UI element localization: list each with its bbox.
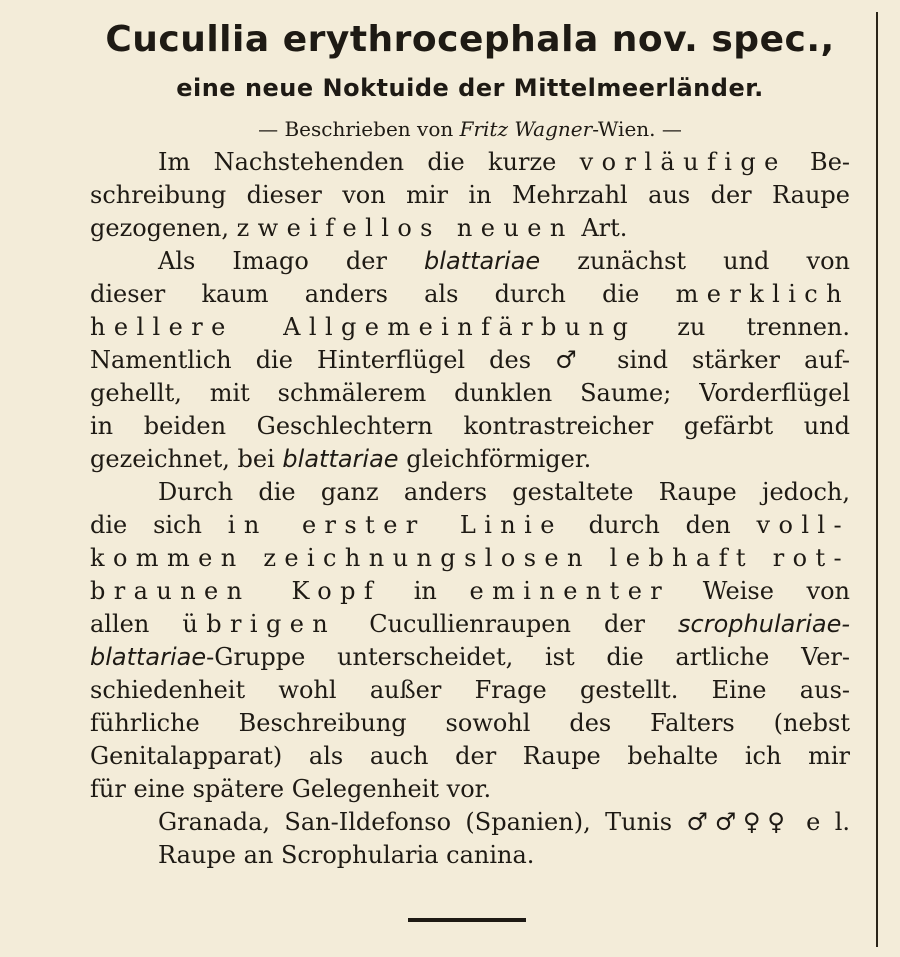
text-line: [90, 245, 850, 278]
text-line: [90, 311, 850, 344]
text-run: Weise von: [670, 577, 850, 605]
spaced-text: eminenter: [469, 577, 671, 605]
text-line: [90, 443, 850, 476]
text-line: [90, 806, 850, 839]
spaced-text: kommen zeichnungslosen lebhaft rot-: [90, 544, 850, 572]
text-run: gezeichnet, bei: [90, 445, 283, 473]
italic-text: blattariae: [90, 643, 207, 671]
text-line: [90, 707, 850, 740]
byline-prefix: — Beschrieben von: [258, 117, 460, 141]
spaced-text: braunen Kopf: [90, 577, 382, 605]
spaced-text: in erster Linie: [227, 511, 563, 539]
spaced-text: zweifellos neuen: [236, 214, 574, 242]
spaced-text: merklich: [675, 280, 850, 308]
text-line: [90, 278, 850, 311]
text-run: die sich: [90, 511, 228, 539]
spaced-text: voll-: [756, 511, 851, 539]
article: [90, 14, 850, 872]
text-run: für eine spätere Gelegenheit vor.: [90, 775, 492, 803]
byline: [90, 114, 850, 144]
text-run: gleichförmiger.: [398, 445, 592, 473]
text-line: [90, 410, 850, 443]
text-run: Cucullienraupen der: [336, 610, 679, 638]
text-line: [90, 509, 850, 542]
text-run: Im Nachstehenden die kurze: [158, 148, 580, 176]
text-line: [90, 674, 850, 707]
article-body: [90, 146, 850, 872]
text-run: dieser kaum anders als durch die: [90, 280, 676, 308]
spaced-text: hellere Allgemeinfärbung: [90, 313, 637, 341]
italic-text: blattariae: [424, 247, 541, 275]
text-run: -Gruppe unterscheidet, ist die artliche Ver-: [206, 643, 850, 671]
author-name: Fritz Wagner: [459, 117, 593, 141]
text-run: schiedenheit wohl außer Frage gestellt. Eine aus-: [90, 676, 850, 704]
text-run: gezogenen,: [90, 214, 237, 242]
text-run: Als Imago der: [158, 247, 425, 275]
text-line: [90, 608, 850, 641]
text-line: [90, 542, 850, 575]
italic-text: blattariae: [282, 445, 399, 473]
text-line: [90, 146, 850, 179]
italic-text: scrophulariae-: [678, 610, 850, 638]
byline-suffix: -Wien. —: [592, 117, 682, 141]
text-line: [90, 641, 850, 674]
text-line: [90, 575, 850, 608]
text-run: Art.: [573, 214, 628, 242]
text-run: Genitalapparat) als auch der Raupe behalte ich mir: [90, 742, 850, 770]
text-line: [90, 212, 850, 245]
text-run: Namentlich die Hinterflügel des ♂ sind stärker auf-: [90, 346, 850, 374]
text-line: [90, 377, 850, 410]
text-run: in: [381, 577, 470, 605]
article-title: Cucullia erythrocephala nov. spec.,: [105, 19, 835, 60]
text-run: allen: [90, 610, 183, 638]
text-run: führliche Beschreibung sowohl des Falters (nebst: [90, 709, 850, 737]
text-line: [90, 839, 850, 872]
text-run: Durch die ganz anders gestaltete Raupe jedoch,: [158, 478, 850, 506]
text-run: gehellt, mit schmälerem dunklen Saume; Vorderflügel: [90, 379, 850, 407]
end-rule: [408, 918, 526, 922]
text-run: Raupe an Scrophularia canina.: [158, 841, 535, 869]
text-run: durch den: [562, 511, 757, 539]
text-run: Be-: [786, 148, 851, 176]
text-run: zu trennen.: [636, 313, 850, 341]
article-subtitle: eine neue Noktuide der Mittelmeerländer.: [176, 74, 764, 102]
text-line: [90, 344, 850, 377]
column-rule: [876, 12, 878, 947]
spaced-text: vorläufige: [579, 148, 787, 176]
text-line: [90, 773, 850, 806]
text-line: [90, 740, 850, 773]
text-line: [90, 179, 850, 212]
text-line: [90, 476, 850, 509]
spaced-text: übrigen: [182, 610, 337, 638]
text-run: Granada, San-Ildefonso (Spanien), Tunis ♂♂♀♀ e l.: [158, 808, 850, 836]
text-run: zunächst und von: [540, 247, 850, 275]
text-run: in beiden Geschlechtern kontrastreicher gefärbt und: [90, 412, 850, 440]
text-run: schreibung dieser von mir in Mehrzahl aus der Raupe: [90, 181, 850, 209]
